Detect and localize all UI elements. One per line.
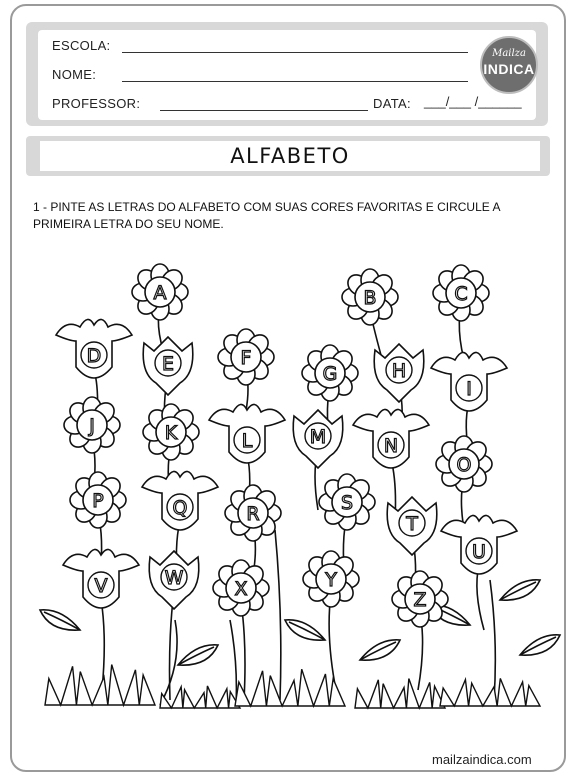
- flower-e[interactable]: [143, 337, 193, 395]
- flower-d[interactable]: [56, 319, 132, 378]
- date-label: DATA:: [373, 96, 411, 111]
- flower-f[interactable]: [218, 329, 274, 385]
- flower-letter: N: [383, 435, 399, 457]
- flower-stem: [160, 620, 177, 705]
- flower-letter: Y: [325, 569, 337, 591]
- flower-letter: E: [161, 353, 175, 375]
- flower-letter: B: [363, 287, 377, 309]
- grass-tuft: [45, 665, 155, 705]
- flower-letter: J: [89, 415, 95, 437]
- flower-letter: K: [164, 422, 178, 444]
- flower-letter: L: [241, 430, 253, 452]
- flower-letter: A: [153, 282, 167, 304]
- flower-s[interactable]: [319, 474, 375, 530]
- flower-letter: S: [340, 492, 354, 514]
- flower-letter: W: [164, 567, 184, 589]
- grass-tuft: [440, 678, 540, 706]
- flower-letter: R: [246, 503, 260, 525]
- flower-j[interactable]: [64, 397, 120, 453]
- flower-y[interactable]: [303, 551, 359, 607]
- flower-i[interactable]: [431, 352, 507, 411]
- flower-a[interactable]: [132, 264, 188, 320]
- teacher-label: PROFESSOR:: [52, 96, 141, 111]
- flower-k[interactable]: [143, 404, 199, 460]
- flower-t[interactable]: [387, 497, 437, 555]
- name-label: NOME:: [52, 67, 97, 82]
- flower-letter: M: [309, 426, 327, 448]
- flower-x[interactable]: [213, 560, 269, 616]
- flower-letter: F: [240, 347, 252, 369]
- flower-o[interactable]: [436, 436, 492, 492]
- grass-tuft: [355, 679, 445, 708]
- logo-line2: INDICA: [483, 61, 535, 77]
- flower-b[interactable]: [342, 269, 398, 325]
- flower-stem: [275, 530, 281, 700]
- page-title: ALFABETO: [230, 144, 350, 168]
- flower-letter: P: [92, 490, 104, 512]
- flower-p[interactable]: [70, 472, 126, 528]
- flower-letter: V: [94, 575, 108, 597]
- flower-c[interactable]: [433, 265, 489, 321]
- flower-letter: U: [472, 541, 486, 563]
- flower-l[interactable]: [209, 404, 285, 463]
- flower-letter: Q: [172, 497, 188, 519]
- flower-w[interactable]: [149, 551, 199, 609]
- flower-letter: G: [322, 363, 338, 385]
- flower-m[interactable]: [293, 410, 343, 468]
- grass-tuft: [160, 686, 240, 708]
- flower-n[interactable]: [353, 409, 429, 468]
- date-blank[interactable]: ___/___ /______: [424, 94, 522, 109]
- flower-h[interactable]: [374, 344, 424, 402]
- footer-website: mailzaindica.com: [432, 752, 532, 767]
- flower-v[interactable]: [63, 549, 139, 608]
- flower-stem: [490, 580, 495, 700]
- flower-z[interactable]: [392, 571, 448, 627]
- flower-letter: O: [456, 454, 472, 476]
- flower-letter: D: [86, 345, 102, 367]
- flower-q[interactable]: [142, 471, 218, 530]
- flower-letter: T: [406, 513, 418, 535]
- flower-letter: Z: [413, 589, 427, 611]
- flower-letter: X: [234, 578, 248, 600]
- flower-letter: C: [454, 283, 468, 305]
- school-label: ESCOLA:: [52, 38, 111, 53]
- logo-line1: Mailza: [492, 48, 526, 59]
- grass-tuft: [235, 669, 345, 706]
- flower-u[interactable]: [441, 515, 517, 574]
- flower-r[interactable]: [225, 485, 281, 541]
- flower-letter: H: [391, 360, 407, 382]
- instruction-text: 1 - PINTE AS LETRAS DO ALFABETO COM SUAS CORES FAVORITAS E CIRCULE A PRIMEIRA LETRA DO SEU NOME.: [33, 200, 500, 231]
- flower-g[interactable]: [302, 345, 358, 401]
- flower-letter: I: [466, 378, 472, 400]
